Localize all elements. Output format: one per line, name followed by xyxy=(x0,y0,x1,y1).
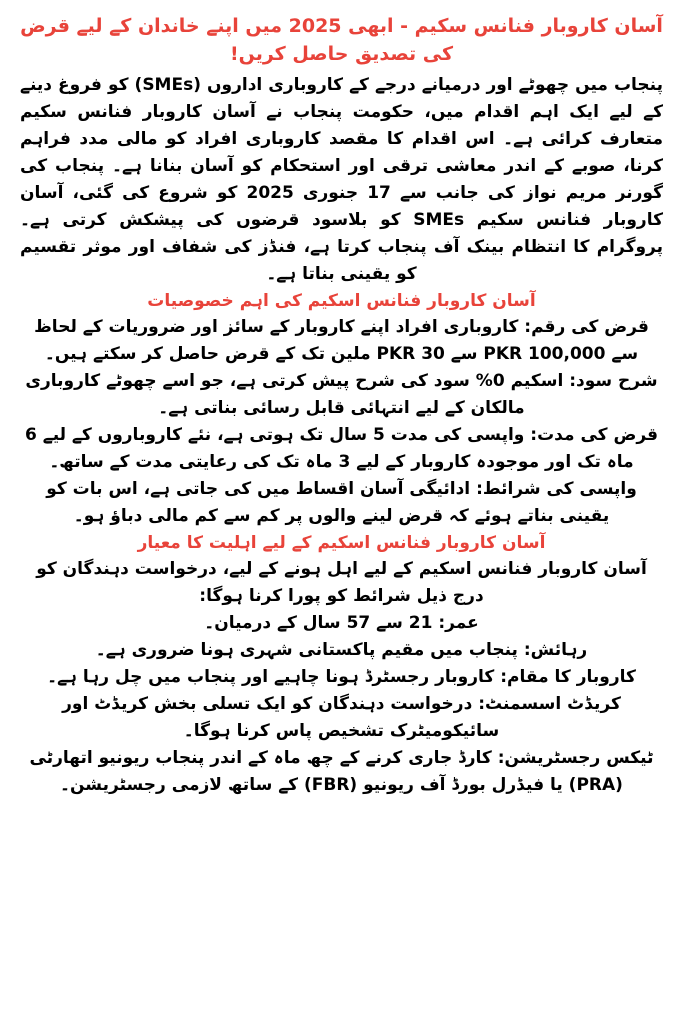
eligibility-heading: آسان کاروبار فنانس اسکیم کے لیے اہلیت کا معیار xyxy=(137,533,546,553)
eligibility-text: کاروبار رجسٹرڈ ہونا چاہیے اور پنجاب میں چل رہا ہے۔ xyxy=(47,667,495,687)
eligibility-text: 21 سے 57 سال کے درمیان۔ xyxy=(204,613,433,633)
eligibility-item-age xyxy=(20,610,663,637)
eligibility-label: رہائش: xyxy=(523,640,588,660)
feature-label: شرح سود: xyxy=(569,371,658,391)
feature-text: ادائیگی آسان اقساط میں کی جاتی ہے، اس بات کو یقینی بناتے ہوئے کہ قرض لینے والوں پر کم سے کم مالی دباؤ ہو۔ xyxy=(46,479,610,526)
eligibility-label: کاروبار کا مقام: xyxy=(500,667,636,687)
eligibility-item-residency xyxy=(20,637,663,664)
intro-paragraph: پنجاب میں چھوٹے اور درمیانے درجے کے کاروباری اداروں (SMEs) کو فروغ دینے کے لیے ایک اہم اقدام میں، حکومت پنجاب نے آسان کاروبار فنانس سکیم متعارف کرائی ہے۔ اس اقدام کا مقصد کاروباری افراد کو مالی مدد فراہم کرنا، صوبے کے اندر معاشی ترقی اور استحکام کو آسان بنانا ہے۔ پنجاب کی گورنر مریم نواز کی جانب سے 17 جنوری 2025 کو شروع کی گئی، آسان کاروبار فنانس سکیم SMEs کو بلاسود قرضوں کی پیشکش کرتی ہے۔ پروگرام کا انتظام بینک آف پنجاب کرتا ہے، فنڈز کی شفاف اور موثر تقسیم کو یقینی بناتا ہے۔ xyxy=(20,75,663,284)
eligibility-intro: آسان کاروبار فنانس اسکیم کے لیے اہل ہونے کے لیے، درخواست دہندگان کو درج ذیل شرائط کو پورا کرنا ہوگا: xyxy=(36,559,647,606)
feature-label: قرض کی رقم: xyxy=(524,317,649,337)
eligibility-item-business-location xyxy=(20,664,663,691)
feature-text: کاروباری افراد اپنے کاروبار کے سائز اور ضروریات کے لحاظ سے PKR 100,000 سے PKR 30 ملین تک کے قرض حاصل کر سکتے ہیں۔ xyxy=(34,317,639,364)
feature-item-interest-rate xyxy=(20,368,663,422)
eligibility-label: کریڈٹ اسسمنٹ: xyxy=(478,694,621,714)
feature-text: واپسی کی مدت 5 سال تک ہوتی ہے، نئے کاروباروں کے لیے 6 ماہ تک اور موجودہ کاروبار کے لیے 3 ماہ تک کی رعایتی مدت کے ساتھ۔ xyxy=(24,425,634,472)
features-heading: آسان کاروبار فنانس اسکیم کی اہم خصوصیات xyxy=(147,291,536,311)
feature-text: اسکیم 0% سود کی شرح پیش کرتی ہے، جو اسے چھوٹے کاروباری مالکان کے لیے انتہائی قابل رسائی بناتی ہے۔ xyxy=(25,371,564,418)
eligibility-item-credit-assessment xyxy=(20,691,663,745)
feature-label: واپسی کی شرائط: xyxy=(476,479,637,499)
page-title: آسان کاروبار فنانس سکیم - ابھی 2025 میں اپنے خاندان کے لیے قرض کی تصدیق حاصل کریں! xyxy=(20,15,663,65)
eligibility-text: درخواست دہندگان کو ایک تسلی بخش کریڈٹ اور سائیکومیٹرک تشخیص پاس کرنا ہوگا۔ xyxy=(62,694,500,741)
feature-item-loan-term xyxy=(20,422,663,476)
feature-item-repayment-terms xyxy=(20,476,663,530)
feature-item-loan-amount xyxy=(20,314,663,368)
feature-label: قرض کی مدت: xyxy=(530,425,659,445)
eligibility-text: کارڈ جاری کرنے کے چھ ماہ کے اندر پنجاب ریونیو اتھارٹی (PRA) یا فیڈرل بورڈ آف ریونیو (FBR) کے ساتھ لازمی رجسٹریشن۔ xyxy=(29,748,623,795)
eligibility-text: پنجاب میں مقیم پاکستانی شہری ہونا ضروری ہے۔ xyxy=(95,640,518,660)
eligibility-label: عمر: xyxy=(438,613,479,633)
eligibility-item-tax-registration xyxy=(20,745,663,799)
eligibility-label: ٹیکس رجسٹریشن: xyxy=(497,748,654,768)
